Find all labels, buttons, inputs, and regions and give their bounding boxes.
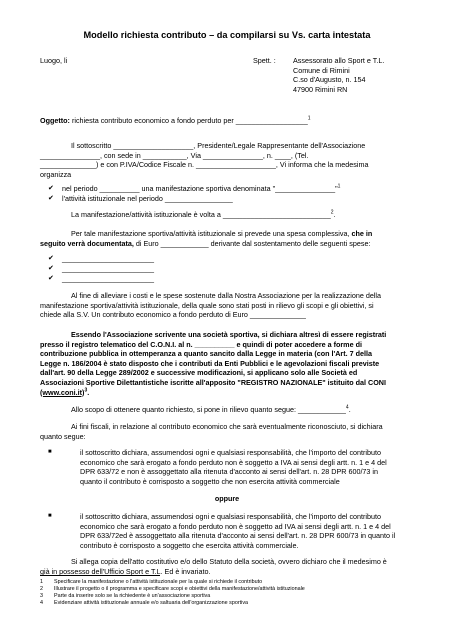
paragraph-line: DPR 633/72 e non è assoggettato alla ritenuta d'acconto ai sensi dell'art. n. 28 DPR 600/73 in [80,467,379,477]
paragraph-line: Per tale manifestazione sportiva/attività istituzionale si prevede una spesa complessiva, che in [71,229,373,238]
coni-link-line: (www.coni.it)$^3$. [40,387,90,397]
paragraph-line: Si allega copia dell'atto costitutivo e/o dello Statuto della società, ovvero dichiaro che il medesimo è [71,557,387,566]
paragraph-line: già in possesso dell'Ufficio Sport e T.L. Ed è invariato. [40,566,211,576]
check-item-text: _______________________ [62,264,154,273]
address-line: C.so d'Augusto, n. 154 [293,75,366,85]
check-icon: ✔ [48,255,54,262]
footnote-ref: 1 [307,115,311,122]
paragraph-line: quanto il contributo è corrisposto a soggetto che non esercita attività commerciale [80,476,340,486]
check-item-text: l'attività istituzionale nel periodo _________________ [62,194,233,203]
paragraph-line: il sottoscritto dichiara, assumendosi ogni e qualsiasi responsabilità, che l'importo del contributo [80,512,382,521]
check-icon: ✔ [48,195,54,202]
paragraph-line: economico che sarà erogato a fondo perduto non è soggetto a IVA ai sensi degli artt. n. 1 e 4 del [80,457,387,467]
paragraph-line: ______________) e con P.IVA/Codice Fiscale n. ____________________, Vi informa che la medesima [40,160,369,170]
oppure-label: oppure [214,494,240,503]
purpose-line: La manifestazione/attività istituzionale è volta a ___________________________$^2$. [71,209,336,219]
paragraph-line: chiede alla S.V. Un contributo economico a fondo perduto di Euro ______________ [40,310,306,320]
paragraph-line: Al fine di alleviare i costi e le spese sostenute dalla Nostra Associazione per la realizzazione della [71,291,382,300]
place-date-label: Luogo, li [40,56,68,65]
square-bullet-icon: ■ [48,513,52,519]
paragraph-line: Legge n. 186/2004 è stato disposto che i contributi da Enti Pubblici e le agevolazioni fiscali previste [40,358,380,368]
address-line: Assessorato allo Sport e T.L. [293,56,385,65]
paragraph-line: presso il registro telematico del C.O.N.I. al n. __________ e quindi di poter accedere a forme di [40,339,362,349]
paragraph-line: Il sottoscritto ____________________, Presidente/Legale Rappresentante dell'Associazione [71,141,366,150]
paragraph-line: il sottoscritto dichiara, assumendosi ogni e qualsiasi responsabilità, che l'importo del contributo [80,448,382,457]
paragraph-line: Essendo l'Associazione scrivente una società sportiva, si dichiara altresì di essere registrati [71,330,387,339]
check-item-text: _______________________ [62,274,154,283]
footnote-separator [40,575,160,576]
paragraph-line: contributo è corrisposto a soggetto che esercita attività commerciale. [80,540,299,550]
coni-link[interactable]: (www.coni.it) [40,387,85,397]
check-item-text: _______________________ [62,254,154,263]
square-bullet-icon: ■ [48,449,52,455]
subject-line [40,116,414,126]
paragraph-line: organizza [40,169,72,179]
check-icon: ✔ [48,265,54,272]
recipient-label: Spett. : [253,56,276,65]
paragraph-line: Ai fini fiscali, in relazione al contributo economico che sarà eventualmente riconosciuto, si dichiara [71,422,383,431]
check-icon: ✔ [48,275,54,282]
subject-label: Oggetto: [40,116,70,125]
check-item-text: nel periodo __________ una manifestazione sportiva denominata "_______________"$^1$ [62,183,341,193]
address-line: 47900 Rimini RN [293,84,348,94]
document-title: Modello richiesta contributo – da compilarsi su Vs. carta intestata [83,30,371,40]
paragraph-line: seguito verrà documentata, di Euro ____________ derivante dal sostentamento delle seguenti spese: [40,238,371,248]
paragraph-line: dall'art. 90 della Legge 289/2002 e successive modificazioni, si applicano solo alle Società ed [40,368,358,378]
address-line: Comune di Rimini [293,65,350,75]
check-icon: ✔ [48,185,54,192]
paragraph-line: quanto segue: [40,431,86,441]
paragraph-line: contribuzione pubblica in ottemperanza a quanto sancito dalla Legge in materia (con l'Art. 7 della [40,349,372,359]
paragraph-line: manifestazione sportiva/attività istituzionale, della quale sono stati posti in rilievo gli scopi e gli obiettivi, si [40,300,374,310]
paragraph-line: Allo scopo di ottenere quanto richiesto, si pone in rilievo quanto segue: ____________$^4$. [71,404,351,414]
paragraph-line: DPR 633/72ed è assoggettato alla ritenuta d'acconto ai sensi dell'art. n. 28 DPR 600/73 in quanto il [80,531,396,541]
paragraph-line: Associazioni Sportive Dilettantistiche iscritte all'apposito "REGISTRO NAZIONALE" istituito dal CONI [40,378,386,387]
paragraph-line: economico che sarà erogato a fondo perduto non è soggetto ad IVA ai sensi degli artt. n. 1 e 4 del [80,521,391,531]
subject-text: richiesta contributo economico a fondo perduto per __________________ [69,116,308,125]
paragraph-line: _______________, con sede in ___________, Via _______________, n. ____, (Tel. [40,150,309,160]
